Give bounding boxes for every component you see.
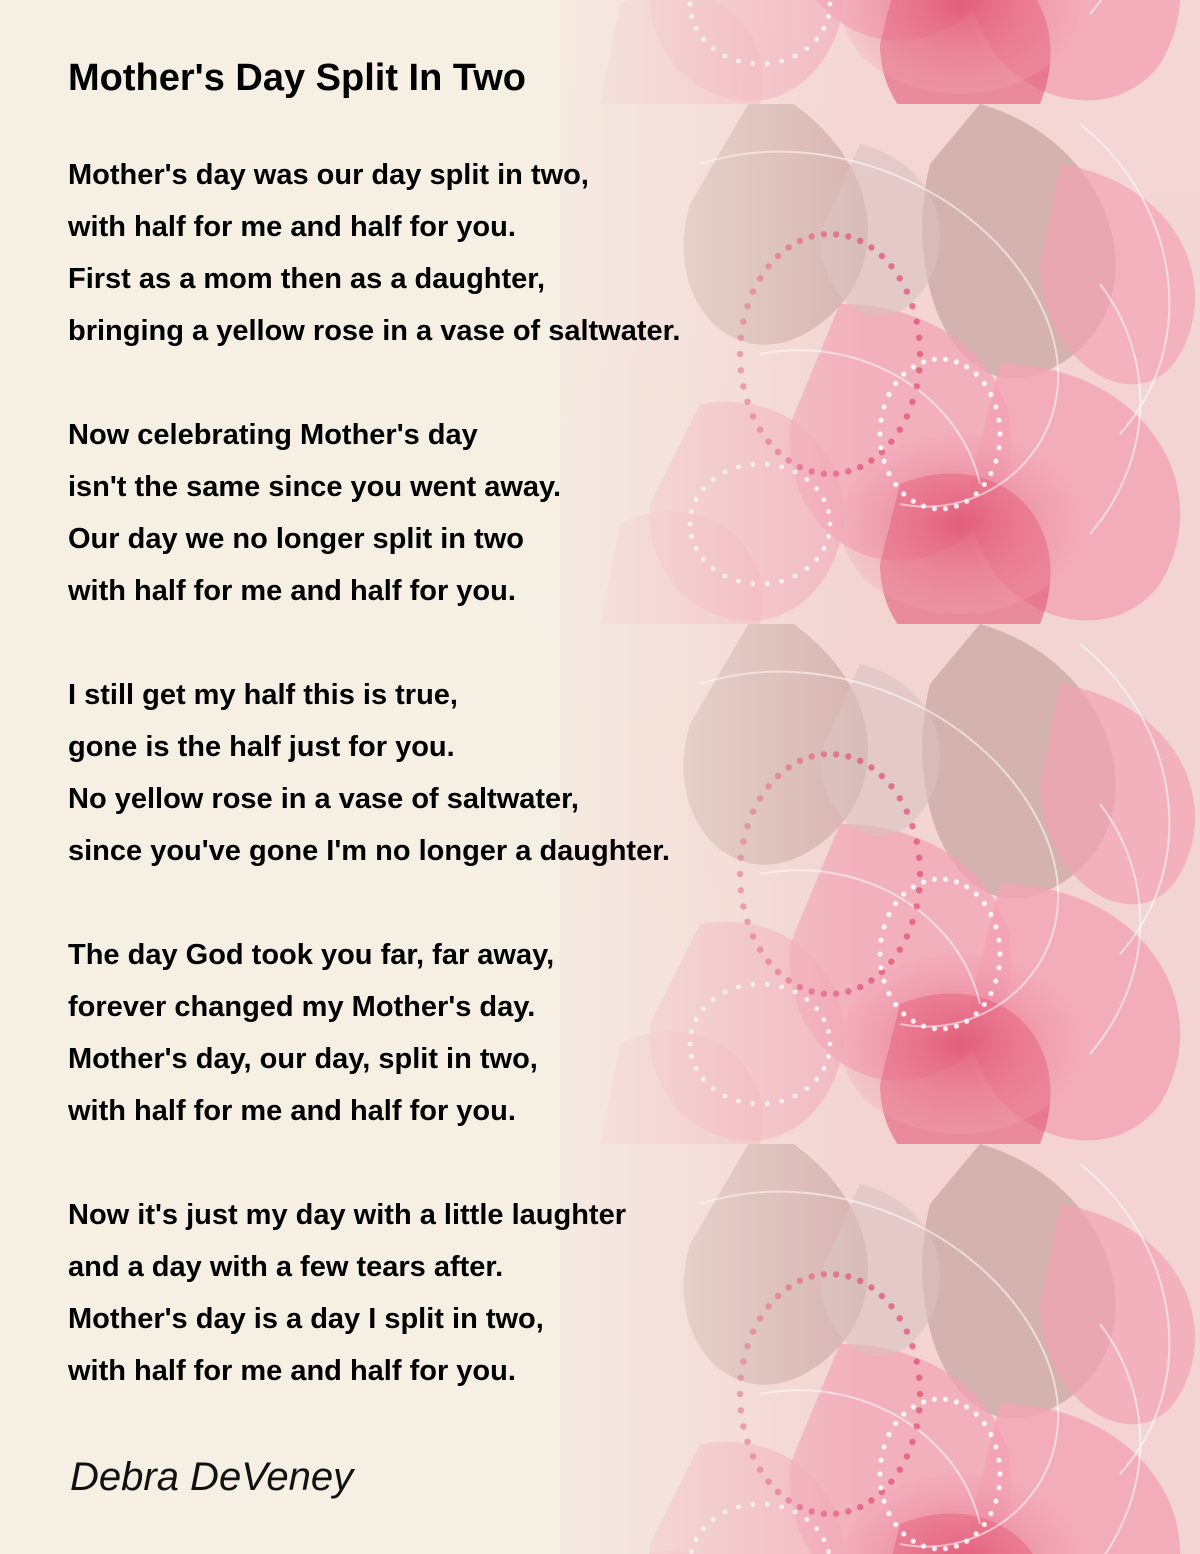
poem-line: Our day we no longer split in two: [68, 523, 524, 555]
poem-line: First as a mom then as a daughter,: [68, 263, 546, 295]
stanza: [68, 1189, 626, 1397]
poem-line: Now celebrating Mother's day: [68, 419, 478, 451]
poem-line: bringing a yellow rose in a vase of saltwater.: [68, 315, 681, 347]
poem-line: Mother's day, our day, split in two,: [68, 1043, 538, 1075]
stanza: [68, 669, 670, 877]
poem-line: No yellow rose in a vase of saltwater,: [68, 783, 579, 815]
poem-line: isn't the same since you went away.: [68, 471, 562, 503]
poem-line: gone is the half just for you.: [68, 731, 455, 763]
poem-line: forever changed my Mother's day.: [68, 991, 536, 1023]
poem-title: Mother's Day Split In Two: [68, 57, 527, 99]
poem-line: since you've gone I'm no longer a daughter.: [68, 835, 670, 867]
stanza: [68, 929, 554, 1137]
poem-author: Debra DeVeney: [70, 1455, 354, 1499]
poem-line: Mother's day is a day I split in two,: [68, 1303, 544, 1335]
poem-line: with half for me and half for you.: [68, 1095, 516, 1127]
poem-line: Now it's just my day with a little laughter: [68, 1199, 626, 1231]
poem-line: with half for me and half for you.: [68, 575, 516, 607]
poem-line: The day God took you far, far away,: [68, 939, 555, 971]
poem-line: Mother's day was our day split in two,: [68, 159, 589, 191]
poem-line: with half for me and half for you.: [68, 1355, 516, 1387]
poem-line: and a day with a few tears after.: [68, 1251, 504, 1283]
poem-line: with half for me and half for you.: [68, 211, 516, 243]
poem-line: I still get my half this is true,: [68, 679, 458, 711]
stanza: [68, 149, 680, 357]
stanza: [68, 409, 561, 617]
